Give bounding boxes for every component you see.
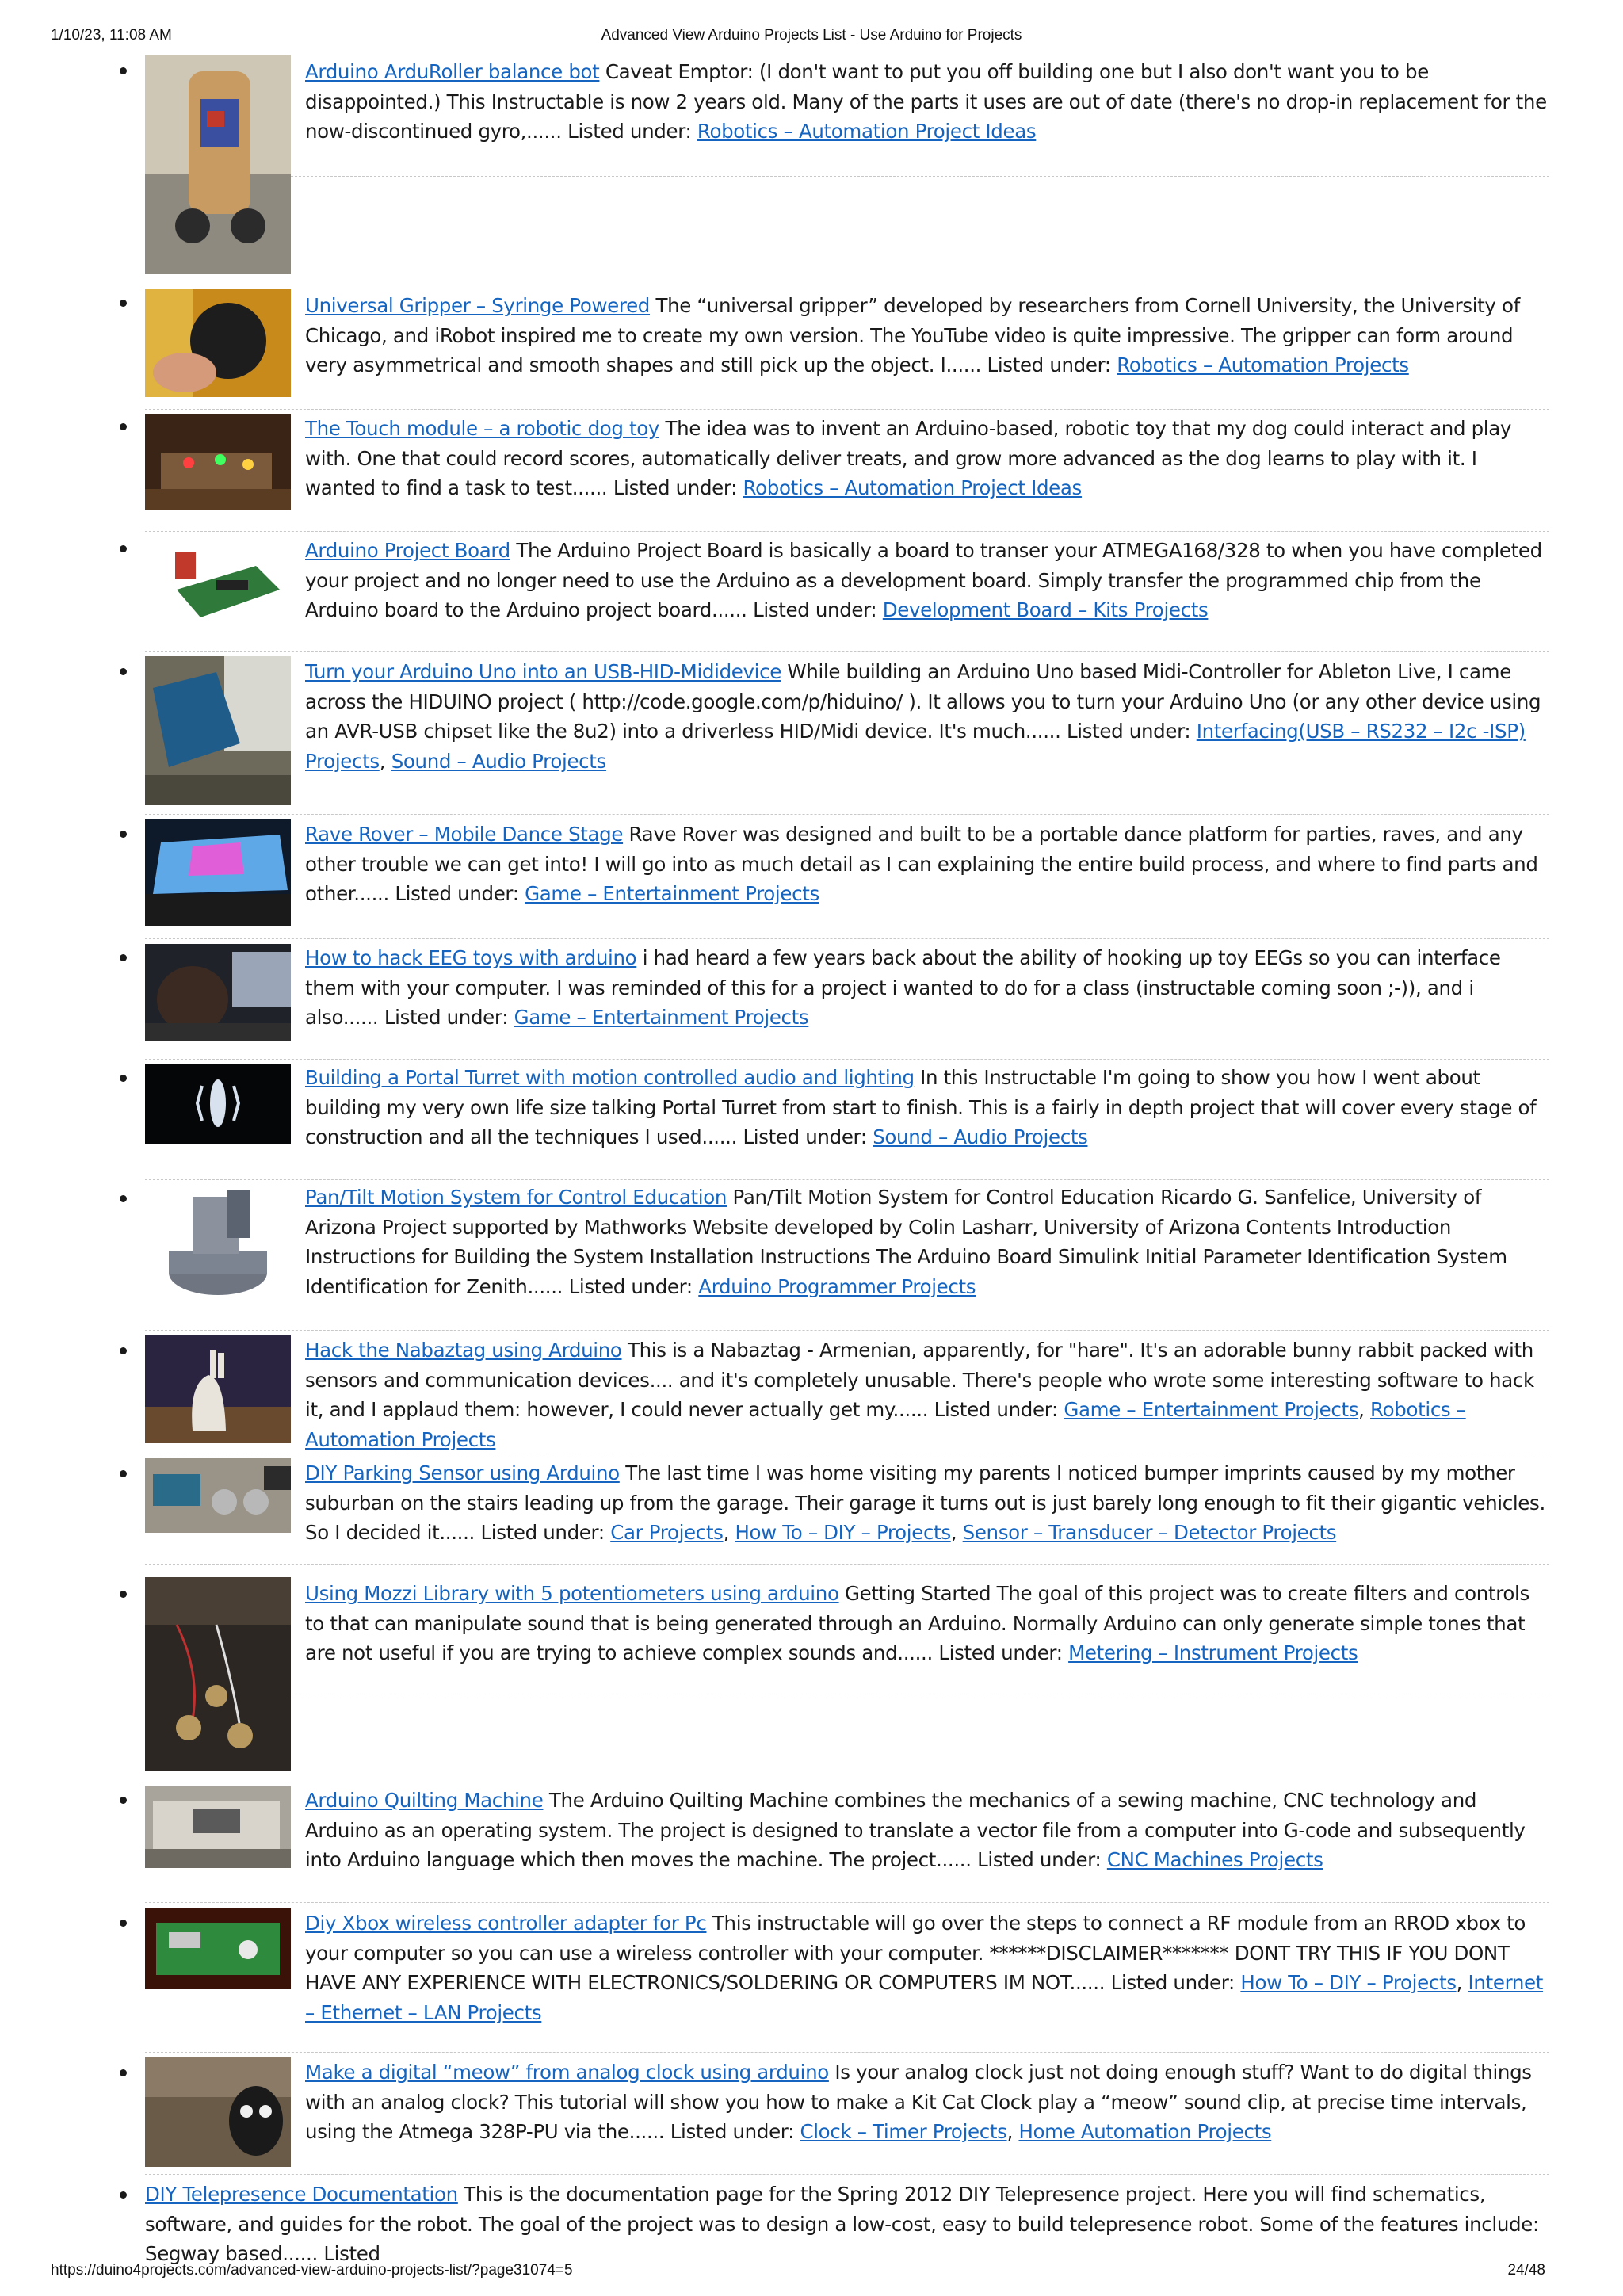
separator [145,1179,1549,1180]
project-entry-text [305,943,1549,1033]
project-entry-text [305,1579,1549,1668]
project-thumbnail-usb-hid-midi[interactable] [145,656,291,805]
project-entry-text [305,1182,1549,1301]
list-bullet [120,423,127,430]
list-bullet [120,1195,127,1202]
project-title-link[interactable]: Using Mozzi Library with 5 potentiometers using arduino [305,1582,839,1605]
list-bullet [120,2191,127,2199]
list-bullet [120,831,127,838]
project-entry-text: Turn your Arduino Uno into an USB-HID-Mididevice While building an Arduino Uno based Midi-Controller for Ableton Live, I came across the HIDUINO project ( http://code.google.com/p/hiduino/ ). It allows you to turn your Arduino Uno (or any other device using an AVR-USB chipset like the 8u2) into a driverless HID/Midi device. It's much...... Listed under: Interfacing(USB – RS232 – I2c -ISP) Projects, Sound – Audio Projects [305,660,1541,773]
separator [145,1564,1549,1565]
category-link[interactable]: Car Projects [610,1521,724,1544]
project-description: The idea was to invent an Arduino-based, robotic toy that my dog could interact and play with. One that could record scores, automatically deliver treats, and grow more advanced as the dog learns to play with it. I wanted to find a task to test...... [305,417,1512,499]
project-title-link[interactable]: DIY Telepresence Documentation [145,2183,458,2206]
project-description: In this Instructable I'm going to show you how I went about building my very own life size talking Portal Turret from start to finish. This is a fairly in depth project that will cover every stage of construction and all the techniques I used...... [305,1066,1537,1148]
separator [145,1330,1549,1331]
project-entry-text [305,1786,1549,1875]
category-link[interactable]: Robotics – Automation Projects [1117,353,1409,376]
project-entry-text [305,536,1549,625]
listed-under-label: Listed under: [753,598,877,621]
separator [291,176,1549,177]
print-datetime: 1/10/23, 11:08 AM [51,27,172,44]
project-entry-text [145,2179,1549,2269]
project-title-link[interactable]: Make a digital “meow” from analog clock using arduino [305,2061,829,2084]
project-thumbnail-nabaztag[interactable] [145,1335,291,1443]
project-title-link[interactable]: Arduino ArduRoller balance bot [305,60,600,83]
project-thumbnail-parking-sensor[interactable] [145,1458,291,1533]
project-thumbnail-universal-gripper[interactable] [145,289,291,397]
list-bullet [120,1797,127,1804]
category-link[interactable]: Development Board – Kits Projects [882,598,1209,621]
listed-under-label: Listed under: [395,882,519,905]
project-description: Rave Rover was designed and built to be a portable dance platform for parties, raves, and any other trouble we can get into! I will go into as much detail as I can explaining the entire build process, and where to find parts and other...... [305,823,1538,905]
project-description: Pan/Tilt Motion System for Control Education Ricardo G. Sanfelice, University of Arizona Project supported by Mathworks Website developed by Colin Lasharr, University of Arizona Contents Introduction Instructions for Building the System Installation Instructions The Arduino Board Simulink Initial Parameter Identification System Identification for Zenith...... [305,1186,1507,1298]
separator [145,1059,1549,1060]
listed-under-label: Listed under: [567,120,692,143]
project-entry-text: Diy Xbox wireless controller adapter for Pc This instructable will go over the steps to connect a RF module from an RROD xbox to your computer so you can use a wireless controller with your computer. ******DISCLAIMER******* DONT TRY THIS IF YOU DONT HAVE ANY EXPERIENCE WITH ELECTRONICS/SOLDERING OR COMPUTERS IM NOT...... Listed under: How To – DIY – Projects, Internet – Ethernet – LAN Projects [305,1912,1544,2024]
project-title-link[interactable]: Building a Portal Turret with motion controlled audio and lighting [305,1066,915,1089]
project-title-link[interactable]: Arduino Quilting Machine [305,1789,544,1812]
project-entry-text [305,57,1549,147]
listed-under-label: Listed under: [568,1274,693,1298]
list-bullet [120,954,127,961]
separator [145,2174,1549,2175]
project-entry-text: Hack the Nabaztag using Arduino This is a Nabaztag - Armenian, apparently, for "hare". It's an adorable bunny rabbit packed with sensors and communication devices.... and it's completely unusable. There's people who wrote some interesting software to hack it, and I applaud them: however, I could never actually get my...... Listed under: Game – Entertainment Projects, Robotics – Automation Projects [305,1339,1534,1451]
category-link[interactable]: How To – DIY – Projects [1240,1971,1457,1994]
listed-under-label: Listed under: [987,353,1111,376]
project-description: The last time I was home visiting my parents I noticed bumper imprints caused by my mother suburban on the stairs leading up from the garage. Their garage it turns out is just barely long enough to fit their gigantic vehicles. So I decided it...... [305,1461,1545,1544]
list-bullet [120,668,127,675]
listed-under-label: Listed under: [977,1848,1102,1871]
project-title-link[interactable]: The Touch module – a robotic dog toy [305,417,660,440]
category-link[interactable]: Game – Entertainment Projects [1064,1398,1359,1421]
project-title-link[interactable]: Diy Xbox wireless controller adapter for Pc [305,1912,707,1935]
category-link[interactable]: Robotics – Automation Projects [305,1398,1466,1451]
project-thumbnail-mozzi-potentiometers[interactable] [145,1577,291,1771]
listed-under-label: Listed under: [1110,1971,1235,1994]
list-bullet [120,1591,127,1598]
print-url: https://duino4projects.com/advanced-view-arduino-projects-list/?page31074=5 [51,2262,573,2279]
project-description: The Arduino Project Board is basically a board to transer your ATMEGA168/328 to when you have completed your project and no longer need to use the Arduino as a development board. Simply transfer the programmed chip from the Arduino board to the Arduino project board...... [305,539,1542,621]
list-bullet [120,1347,127,1354]
list-bullet [120,1470,127,1477]
listed-under-label: Listed under: [938,1641,1063,1664]
project-title-link[interactable]: Hack the Nabaztag using Arduino [305,1339,622,1362]
project-thumbnail-portal-turret[interactable] [145,1064,291,1144]
category-link[interactable]: Clock – Timer Projects [800,2120,1007,2143]
category-link[interactable]: Sound – Audio Projects [391,749,606,773]
listed-under-label: Listed under: [480,1521,605,1544]
project-description: This is a Nabaztag - Armenian, apparently, for "hare". It's an adorable bunny rabbit packed with sensors and communication devices.... and it's completely unusable. There's people who wrote some interesting software to hack it, and I applaud them: however, I could never actually get my...... [305,1339,1534,1421]
project-title-link[interactable]: Pan/Tilt Motion System for Control Education [305,1186,727,1209]
project-thumbnail-quilting-machine[interactable] [145,1786,291,1868]
project-title-link[interactable]: Rave Rover – Mobile Dance Stage [305,823,624,846]
project-entry-text: DIY Parking Sensor using Arduino The last time I was home visiting my parents I noticed bumper imprints caused by my mother suburban on the stairs leading up from the garage. Their garage it turns out is just barely long enough to fit their gigantic vehicles. So I decided it...... Listed under: Car Projects, How To – DIY – Projects, Sensor – Transducer – Detector Projects [305,1461,1545,1544]
listed-under-label: Listed under: [384,1006,509,1029]
project-description: Caveat Emptor: (I don't want to put you off building one but I also don't want you to be disappointed.) This Instructable is now 2 years old. Many of the parts it uses are out of date (there's no drop-in replacement for the now-discontinued gyro,...... [305,60,1547,143]
list-bullet [120,67,127,74]
list-bullet [120,300,127,307]
project-entry-text: Make a digital “meow” from analog clock using arduino Is your analog clock just not doing enough stuff? Want to do digital things with an analog clock? This tutorial will show you how to make a Kit Cat Clock play a “meow” sound clip, at precise time intervals, using the Atmega 328P-PU via the...... Listed under: Clock – Timer Projects, Home Automation Projects [305,2061,1532,2143]
project-title-link[interactable]: Arduino Project Board [305,539,510,562]
list-bullet [120,1920,127,1927]
category-link[interactable]: Home Automation Projects [1018,2120,1272,2143]
separator [145,938,1549,939]
category-link[interactable]: Robotics – Automation Project Ideas [697,120,1037,143]
project-description: This is the documentation page for the Spring 2012 DIY Telepresence project. Here you will find schematics, software, and guides for the robot. The goal of the project was to design a low-cost, easy to build telepresence robot. Some of the features include: Segway based...... Listed [145,2183,1539,2265]
listed-under-label: Listed under: [613,476,738,499]
category-link[interactable]: Sensor – Transducer – Detector Projects [962,1521,1337,1544]
print-header [0,27,1623,51]
project-title-link[interactable]: Universal Gripper – Syringe Powered [305,294,651,317]
project-description: Is your analog clock just not doing enough stuff? Want to do digital things with an analog clock? This tutorial will show you how to make a Kit Cat Clock play a “meow” sound clip, at precise time intervals, using the Atmega 328P-PU via the...... [305,2061,1532,2143]
category-link[interactable]: How To – DIY – Projects [735,1521,951,1544]
listed-under-label: Listed under: [1067,720,1191,743]
print-page-number: 24/48 [1507,2262,1545,2279]
separator [145,409,1549,410]
project-title-link[interactable]: DIY Parking Sensor using Arduino [305,1461,620,1484]
category-link[interactable]: Arduino Programmer Projects [698,1274,976,1298]
project-entry-text [305,1063,1549,1152]
category-link[interactable]: Game – Entertainment Projects [525,882,819,905]
project-description: i had heard a few years back about the ability of hooking up toy EEGs so you can interface them with your computer. I was reminded of this for a project i wanted to do for a class (instructable coming soon ;-)), and i also...... [305,946,1501,1029]
project-thumbnail-meow-clock[interactable] [145,2057,291,2167]
listed-under-label: Listed under: [670,2120,794,2143]
list-bullet [120,1075,127,1082]
category-link[interactable]: Interfacing(USB – RS232 – I2c -ISP) Projects [305,720,1526,773]
separator [145,531,1549,532]
project-entry-text [305,414,1549,503]
project-description: The “universal gripper” developed by researchers from Cornell University, the University of Chicago, and iRobot inspired me to create my own version. The YouTube video is quite impressive. The gripper can form around very asymmetrical and smooth shapes and still pick up the object. I...... [305,294,1520,376]
project-description: The Arduino Quilting Machine combines the mechanics of a sewing machine, CNC technology and Arduino as an operating system. The project is designed to translate a vector file from a computer into G-code and subsequently into Arduino language which then moves the machine. The project...... [305,1789,1526,1871]
project-entry-text [305,819,1549,909]
project-title-link[interactable]: Turn your Arduino Uno into an USB-HID-Mididevice [305,660,781,683]
project-thumbnail-pan-tilt[interactable] [145,1184,291,1303]
category-link[interactable]: Metering – Instrument Projects [1068,1641,1358,1664]
project-thumbnail-balance-bot[interactable] [145,55,291,274]
project-thumbnail-project-board[interactable] [145,534,291,634]
category-link[interactable]: Game – Entertainment Projects [514,1006,809,1029]
project-thumbnail-xbox-adapter[interactable] [145,1908,291,1989]
project-thumbnail-rave-rover[interactable] [145,819,291,926]
separator [145,651,1549,652]
category-link[interactable]: Internet – Ethernet – LAN Projects [305,1971,1544,2024]
listed-under-label: Listed under: [934,1398,1058,1421]
separator [145,814,1549,815]
project-description: This instructable will go over the steps to connect a RF module from an RROD xbox to your computer so you can use a wireless controller with your computer. ******DISCLAIMER******* DONT TRY THIS IF YOU DONT HAVE ANY EXPERIENCE WITH ELECTRONICS/SOLDERING OR COMPUTERS IM NOT...... [305,1912,1526,1994]
project-title-link[interactable]: How to hack EEG toys with arduino [305,946,637,969]
list-bullet [120,545,127,552]
print-page-title: Advanced View Arduino Projects List - Use Arduino for Projects [601,27,1022,44]
category-link[interactable]: Sound – Audio Projects [873,1125,1088,1148]
project-description: Getting Started The goal of this project was to create filters and controls to that can manipulate sound that is being generated through an Arduino. Normally Arduino can only generate simple tones that are not useful if you are trying to achieve complex sounds and...... [305,1582,1529,1664]
project-thumbnail-touch-module[interactable] [145,414,291,510]
project-thumbnail-eeg-toys[interactable] [145,944,291,1041]
project-description: While building an Arduino Uno based Midi-Controller for Ableton Live, I came across the HIDUINO project ( http://code.google.com/p/hiduino/ ). It allows you to turn your Arduino Uno (or any other device using an AVR-USB chipset like the 8u2) into a driverless HID/Midi device. It's much...... [305,660,1541,743]
separator [145,1902,1549,1903]
list-bullet [120,2069,127,2076]
project-entry-text [305,291,1549,380]
category-link[interactable]: CNC Machines Projects [1106,1848,1323,1871]
category-link[interactable]: Robotics – Automation Project Ideas [743,476,1082,499]
separator [145,2052,1549,2053]
print-footer [0,2262,1623,2286]
listed-under-label: Listed under: [743,1125,867,1148]
